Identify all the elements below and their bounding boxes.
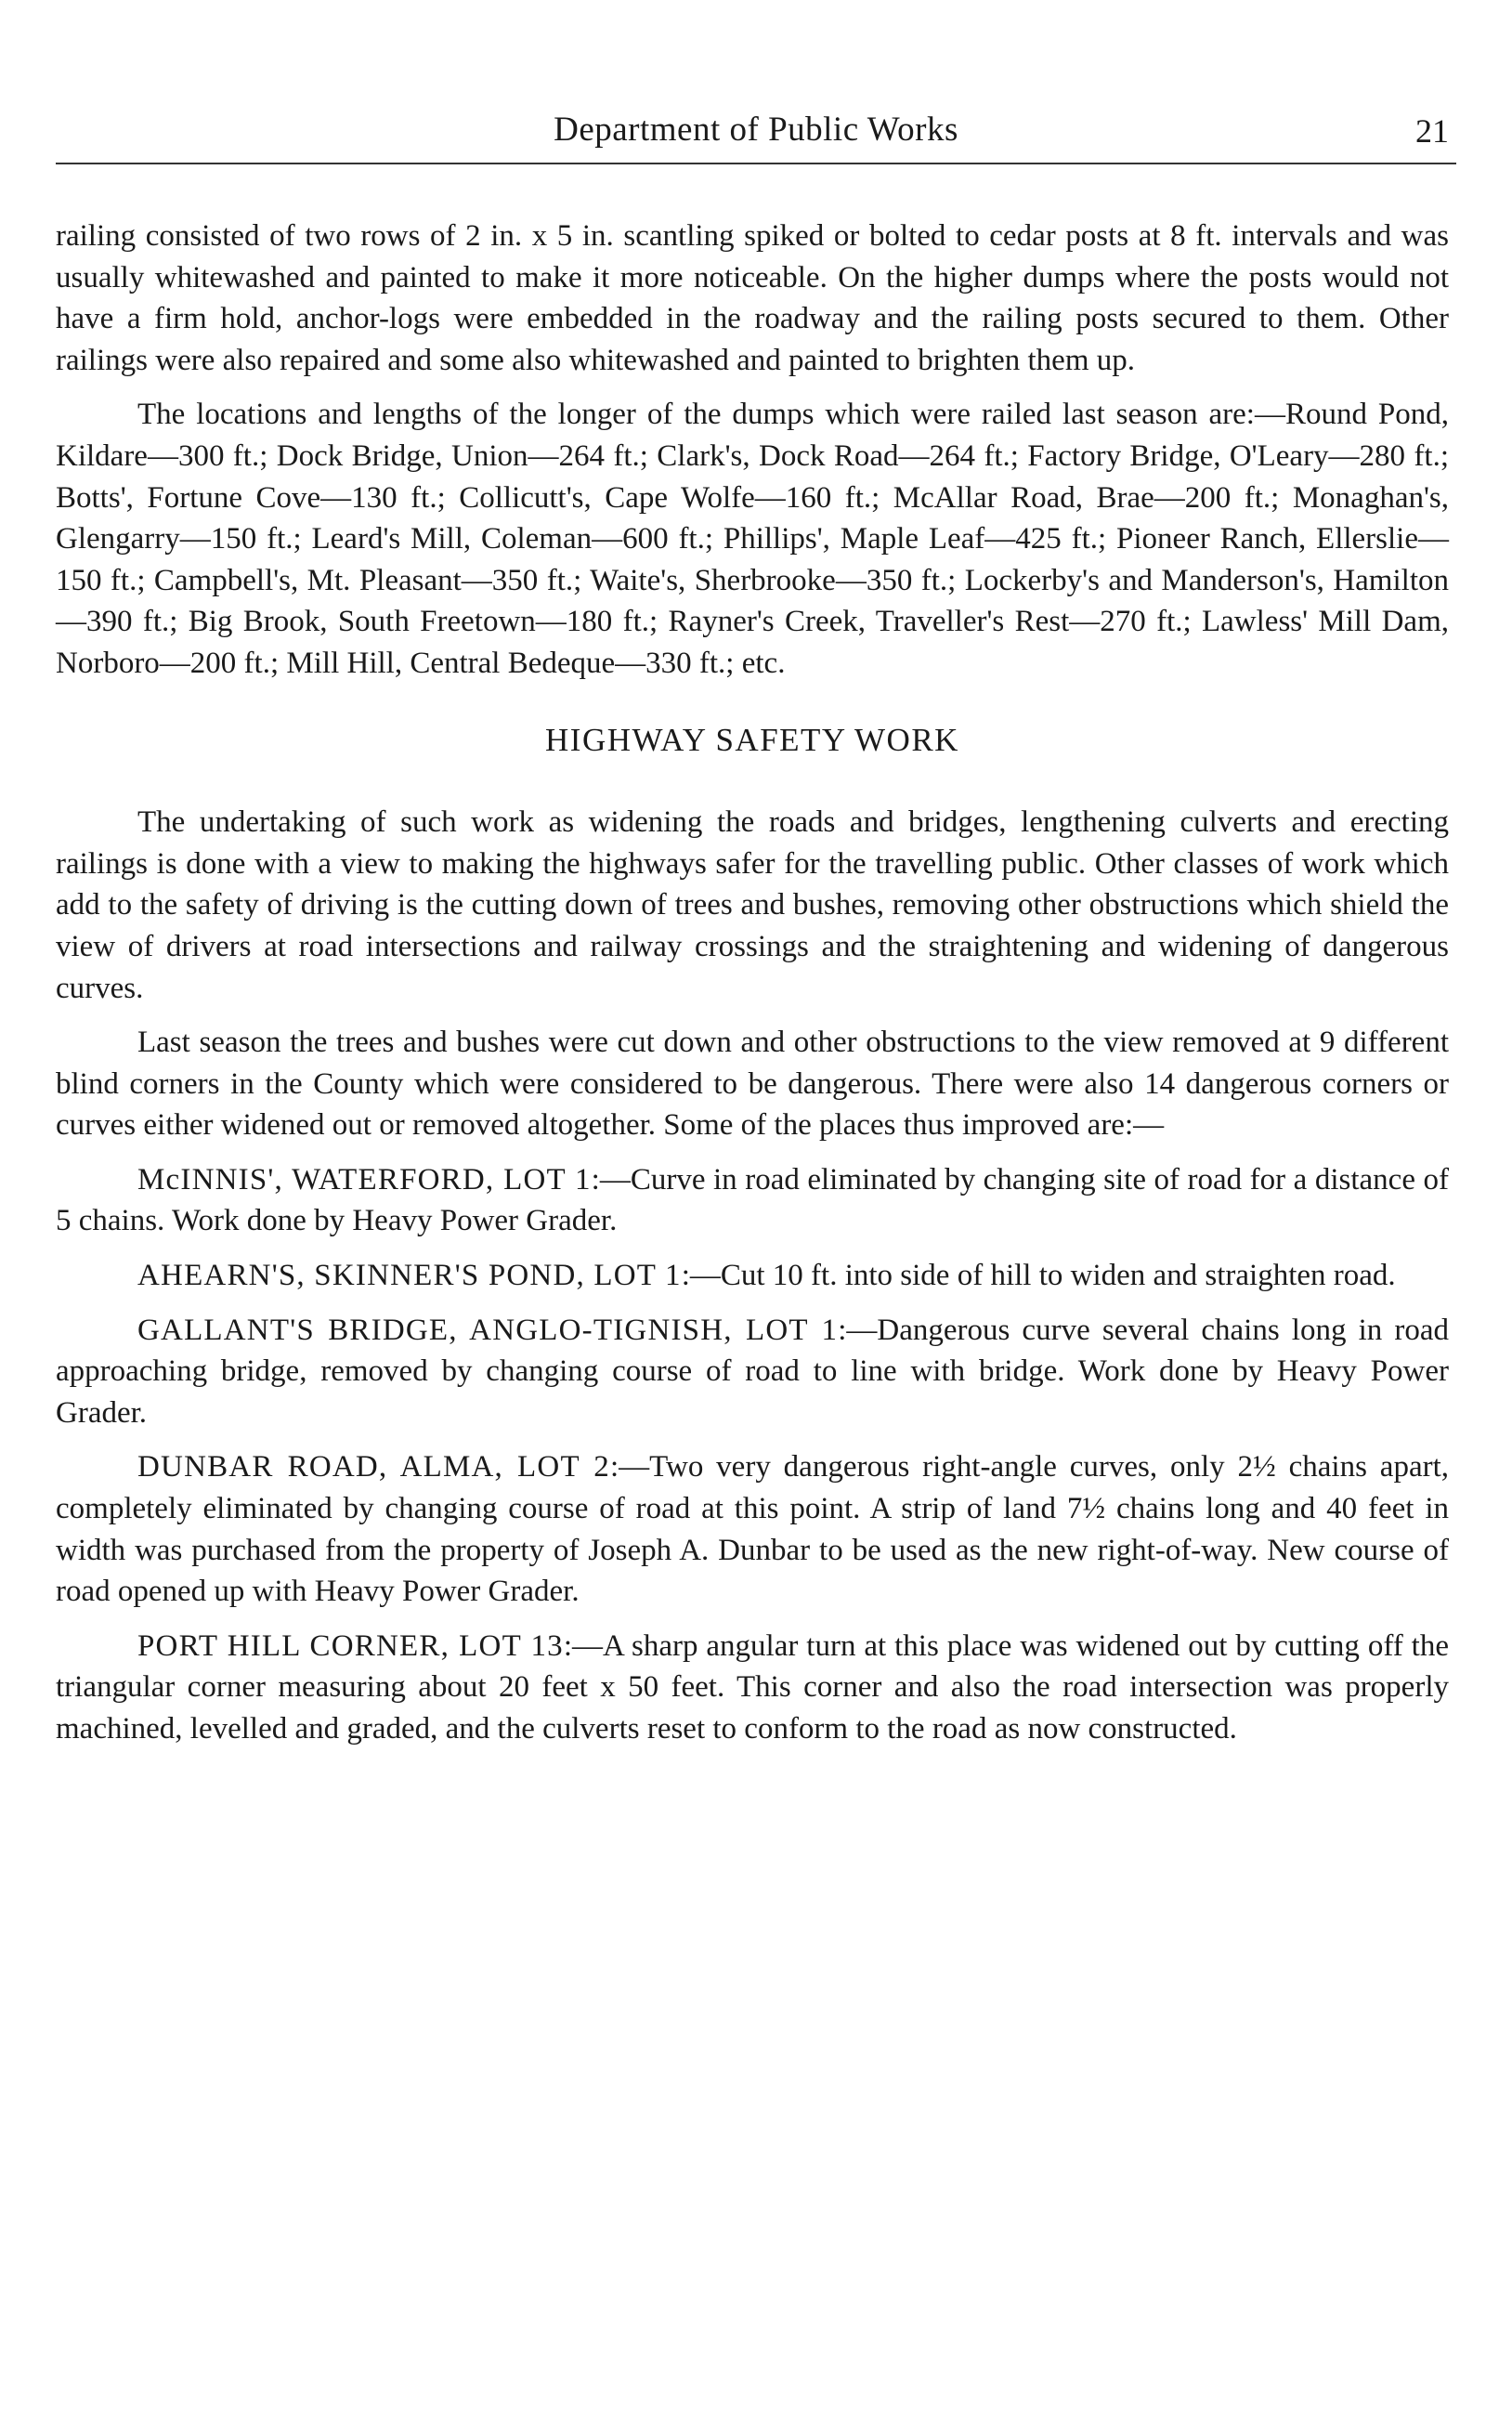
- item-text: :—Dangerous curve several chains long in road approaching bridge, removed by changing course of road to line with bridge. Work done by Heavy Power Grader.: [56, 1313, 1449, 1430]
- paragraph-railing-continued: railing consisted of two rows of 2 in. x 5 in. scantling spiked or bolted to cedar posts at 8 ft. intervals and was usually whitewashed and painted to make it more noticeable. On the higher dumps where the posts would not have a firm hold, anchor-logs were embedded in the roadway and the railing posts secured to them. Other railings were also repaired and some also whitewashed and painted to brighten them up.: [56, 219, 1449, 377]
- list-item: [56, 1310, 1449, 1434]
- item-text: :—Two very dangerous right-angle curves, only 2½ chains apart, completely eliminated by changing course of road at this point. A strip of land 7½ chains long and 40 feet in width was purchased from the property of Joseph A. Dunbar to be used as the new right-of-way. New course of road opened up with Heavy Power Grader.: [56, 1450, 1449, 1609]
- paragraph-last-season: Last season the trees and bushes were cut down and other obstructions to the view removed at 9 different blind corners in the County which were considered to be dangerous. There were also 14 dangerous corners or curves either widened out or removed altogether. Some of the places thus improved are:—: [56, 1026, 1449, 1143]
- section-heading: HIGHWAY SAFETY WORK: [545, 721, 959, 758]
- list-item: [56, 1446, 1449, 1612]
- body-text: [56, 216, 1449, 1763]
- list-item: [56, 1626, 1449, 1750]
- page-number: 21: [1415, 112, 1449, 150]
- item-heading: McINNIS', WATERFORD, LOT 1: [137, 1162, 592, 1196]
- header-rule: [56, 163, 1456, 164]
- paragraph-dump-locations: The locations and lengths of the longer of the dumps which were railed last season are:—Round Pond, Kildare—300 ft.; Dock Bridge, Union—264 ft.; Clark's, Dock Road—264 ft.; Factory Bridge, O'Leary—280 ft.; Botts', Fortune Cove—130 ft.; Collicutt's, Cape Wolfe—160 ft.; McAllar Road, Brae—200 ft.; Monaghan's, Glengarry—150 ft.; Leard's Mill, Coleman—600 ft.; Phillips', Maple Leaf—425 ft.; Pioneer Ranch, Ellerslie—150 ft.; Campbell's, Mt. Pleasant—350 ft.; Waite's, Sherbrooke—350 ft.; Lockerby's and Manderson's, Hamilton—390 ft.; Big Brook, South Freetown—180 ft.; Rayner's Creek, Traveller's Rest—270 ft.; Lawless' Mill Dam, Norboro—200 ft.; Mill Hill, Central Bedeque—330 ft.; etc.: [56, 398, 1449, 680]
- item-heading: PORT HILL CORNER, LOT 13: [137, 1628, 564, 1663]
- list-item: [56, 1255, 1449, 1297]
- item-heading: AHEARN'S, SKINNER'S POND, LOT 1: [137, 1259, 682, 1293]
- item-text: :—A sharp angular turn at this place was widened out by cutting off the triangular corner measuring about 20 feet x 50 feet. This corner and also the road intersection was properly machined, levelled and graded, and the culverts reset to conform to the road as now constructed.: [56, 1628, 1449, 1746]
- running-header: [56, 110, 1456, 156]
- paragraph-safety-intro: The undertaking of such work as widening the roads and bridges, lengthening culverts and erecting railings is done with a view to making the highways safer for the travelling public. Other classes of work which add to the safety of driving is the cutting down of trees and bushes, removing other obstructions which shield the view of drivers at road intersections and railway crossings and the straightening and widening of dangerous curves.: [56, 805, 1449, 1005]
- list-item: [56, 1159, 1449, 1242]
- item-text: :—Curve in road eliminated by changing site of road for a distance of 5 chains. Work done by Heavy Power Grader.: [56, 1162, 1449, 1238]
- item-heading: DUNBAR ROAD, ALMA, LOT 2: [137, 1450, 610, 1484]
- item-text: :—Cut 10 ft. into side of hill to widen and straighten road.: [681, 1259, 1396, 1293]
- item-heading: GALLANT'S BRIDGE, ANGLO-TIGNISH, LOT 1: [137, 1313, 839, 1347]
- header-title: Department of Public Works: [554, 111, 958, 149]
